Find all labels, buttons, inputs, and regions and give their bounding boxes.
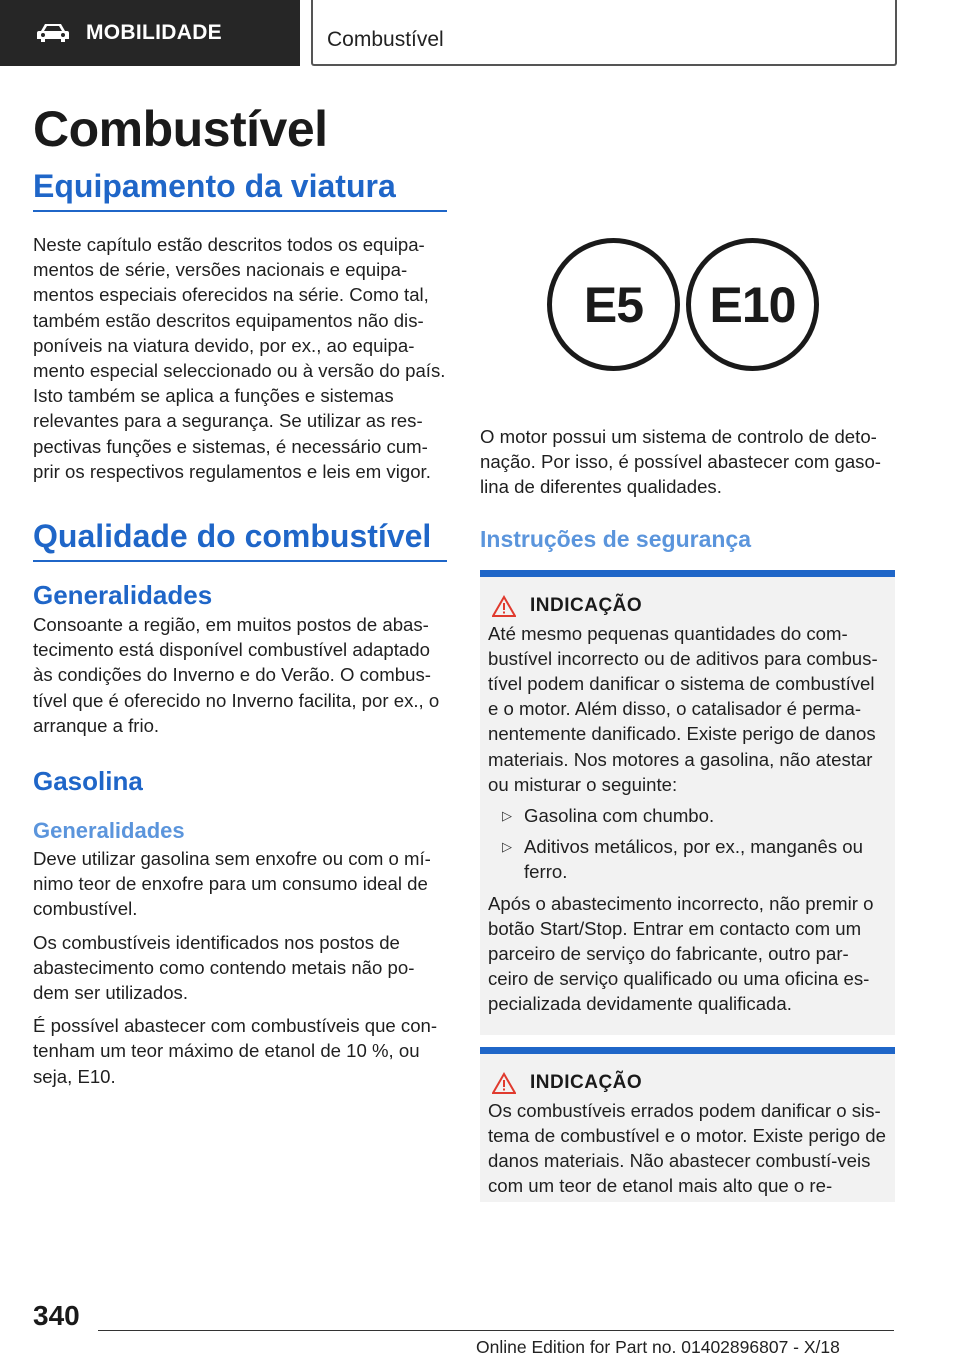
- paragraph-gasoline-2: Os combustíveis identificados nos postos de abastecimento como contendo metais não po-dem ser utilizados.: [33, 931, 415, 1004]
- e5-badge: E5: [547, 238, 680, 371]
- note-box: [480, 570, 895, 1035]
- paragraph-gasoline-3: É possível abastecer com combustíveis que con-tenham um teor máximo de etanol de 10 %, ou seja, E10.: [33, 1015, 438, 1087]
- note-title-text: INDICAÇÃO: [530, 1071, 643, 1093]
- heading-gasoline-general: Generalidades: [33, 818, 185, 844]
- chapter-title: Combustível: [327, 28, 444, 51]
- right-column: [480, 238, 895, 1202]
- heading-fuel-quality: Qualidade do combustível: [33, 518, 432, 555]
- list-item: [502, 834, 887, 884]
- edition-text: Online Edition for Part no. 01402896807 - X/18: [476, 1337, 840, 1357]
- heading-rule: [33, 210, 447, 212]
- heading-rule: [33, 560, 447, 562]
- section-tab: [0, 0, 300, 66]
- note-title: [492, 1072, 887, 1094]
- car-icon: [36, 22, 70, 44]
- e10-badge: E10: [686, 238, 819, 371]
- page-number: 340: [33, 1300, 80, 1331]
- paragraph-motor: O motor possui um sistema de controlo de deto-nação. Por isso, é possível abastecer com gaso-lina de diferentes qualidades.: [480, 426, 882, 498]
- chapter-header: [311, 0, 897, 66]
- page-title: Combustível: [33, 101, 328, 157]
- note-text: Até mesmo pequenas quantidades do com-bustível incorrecto ou de aditivos para combus-tível podem danificar o sistema de combustível e o motor. Além disso, o catalisador é perma-nentemente danificado. Existe perigo de danos materiais. Nos motores a gasolina, não atestar ou misturar o seguinte:: [488, 622, 878, 795]
- note-text: Os combustíveis errados podem danificar o sis-tema de combustível e o motor. Existe perigo de danos materiais. Não abastecer combustí-veis com um teor de etanol mais alto que o re-: [488, 1099, 886, 1197]
- note-box: [480, 1047, 895, 1203]
- left-column: [33, 96, 447, 1089]
- list-item-text: Aditivos metálicos, por ex., manganês ou ferro.: [524, 836, 863, 883]
- paragraph-general: Consoante a região, em muitos postos de abas-tecimento está disponível combustível adaptado às condições do Inverno e do Verão. O combus-tível que é oferecido no Inverno facilita, por ex., o arranque a frio.: [33, 614, 440, 736]
- warning-icon: [492, 1072, 516, 1094]
- note-text-after: Após o abastecimento incorrecto, não premir o botão Start/Stop. Entrar em contacto com um parceiro de serviço do fabricante, outro par-ceiro de serviço qualificado ou uma oficina es-pecializada devidamente qualificada.: [488, 892, 874, 1015]
- section-label: MOBILIDADE: [86, 21, 222, 44]
- note-title-text: INDICAÇÃO: [530, 594, 643, 616]
- list-item-text: Gasolina com chumbo.: [524, 805, 715, 827]
- warning-icon: [492, 595, 516, 617]
- paragraph-gasoline-1: Deve utilizar gasolina sem enxofre ou com o mí-nimo teor de enxofre para um consumo ideal de combustível.: [33, 848, 431, 920]
- fuel-badges: [480, 238, 895, 398]
- paragraph-equipment: Neste capítulo estão descritos todos os equipa-mentos de série, versões nacionais e equipa-mentos especiais oferecidos na série. Como tal, também estão descritos equipamentos não dis-poníveis na viatura devido, por ex., ao equipa-mento especial seleccionado ou à versão do país. Isto também se aplica a funções e sistemas relevantes para a segurança. Se utilizar as res-pectivas funções e sistemas, é necessário cum-prir os respectivos regulamentos e leis em vigor.: [33, 234, 446, 482]
- triangle-bullet-icon: ▷: [502, 808, 512, 824]
- heading-equipment: Equipamento da viatura: [33, 168, 396, 204]
- triangle-bullet-icon: ▷: [502, 839, 512, 855]
- note-title: [492, 595, 887, 617]
- heading-safety: Instruções de segurança: [480, 525, 751, 552]
- list-item: [502, 803, 887, 828]
- heading-general: Generalidades: [33, 580, 213, 611]
- footer-rule: [98, 1330, 894, 1331]
- heading-gasoline: Gasolina: [33, 766, 143, 797]
